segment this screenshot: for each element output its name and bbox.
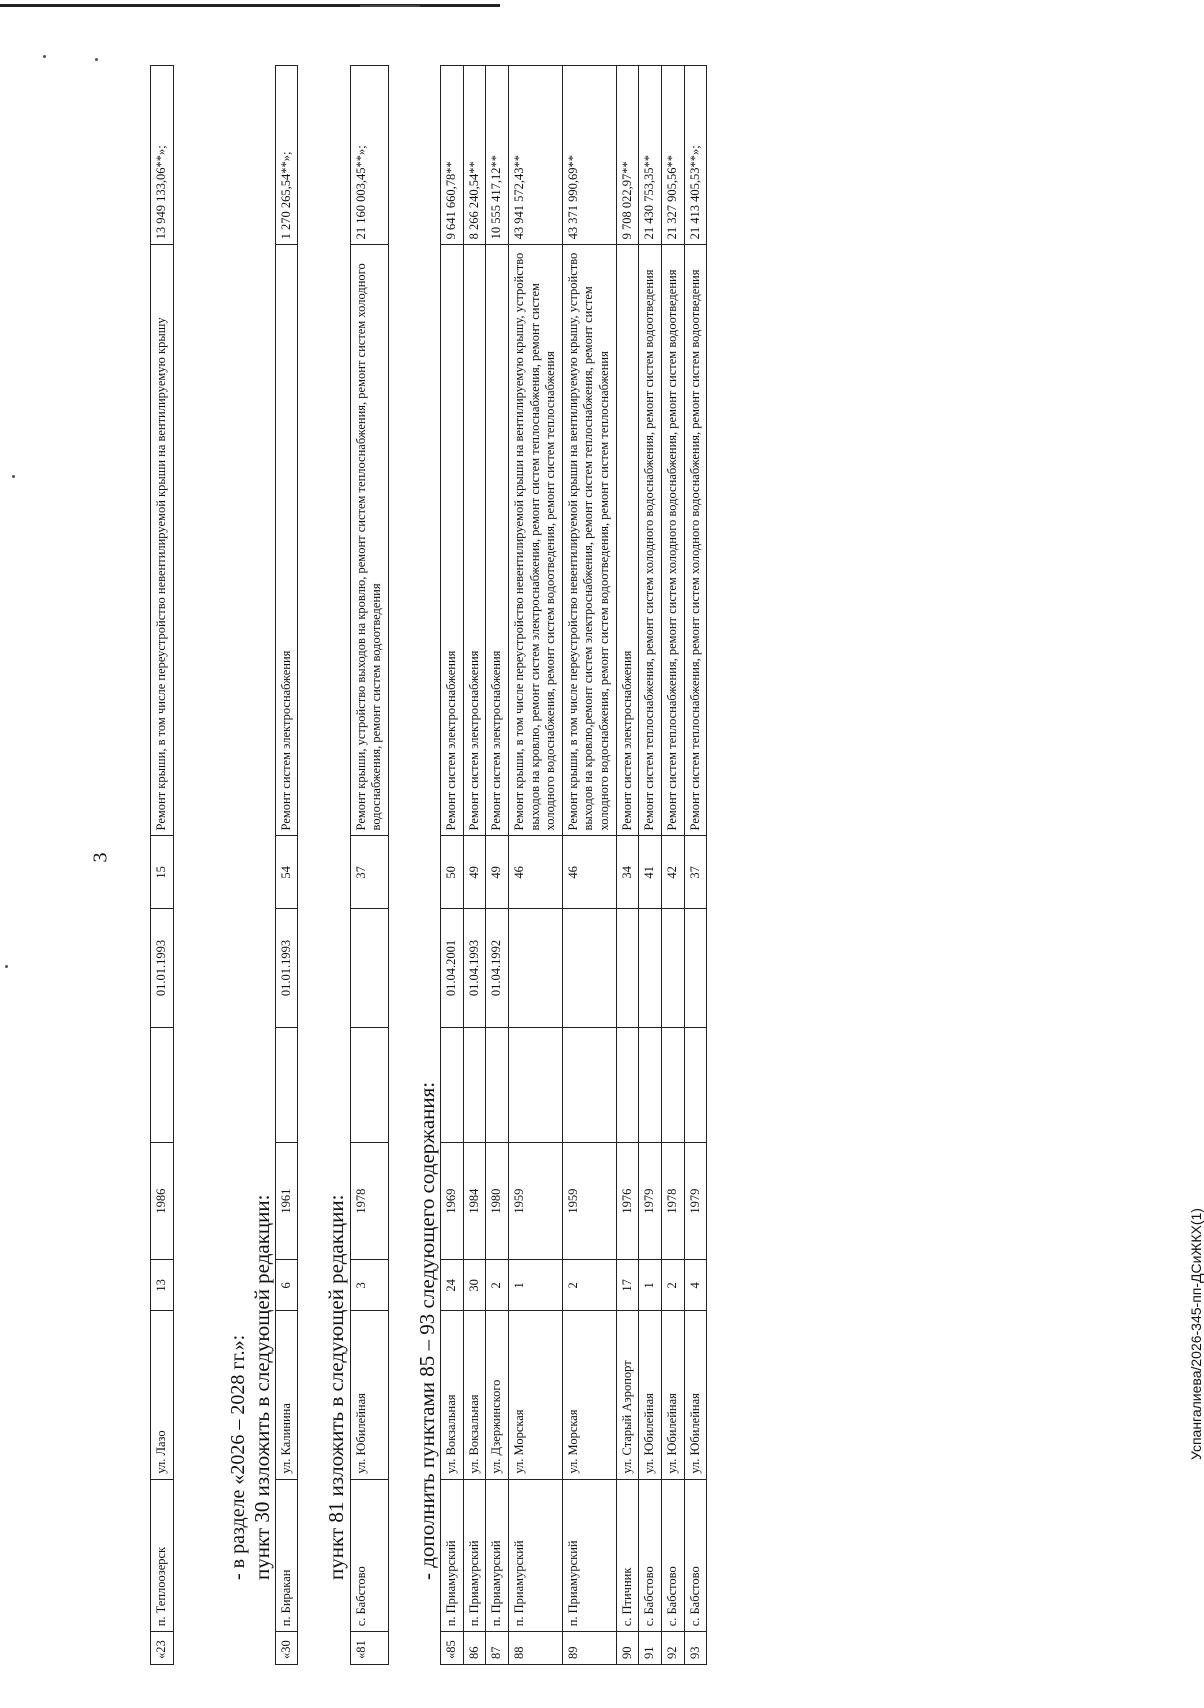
cell-street: ул. Юбилейная	[684, 1311, 707, 1479]
cell-house: 30	[463, 1260, 486, 1311]
cell-wear: 54	[275, 836, 298, 909]
cell-house: 6	[275, 1260, 298, 1311]
cell-works: Ремонт крыши, в том числе переустройство невентилируемой крыши на вентилируемую крышу, устройство выходов на кровлю, ремонт систем электроснабжения, ремонт систем теплоснабжения, ремонт систем холодного водоснабжения, ремонт систем водоотведения, ремонт систем теплоснабжения	[508, 245, 562, 836]
cell-no: 90	[616, 1632, 639, 1665]
cell-year: 1986	[151, 1142, 174, 1260]
cell-works: Ремонт систем электроснабжения	[463, 245, 486, 836]
cell-wear: 37	[684, 836, 707, 909]
cell-street: ул. Морская	[508, 1311, 562, 1479]
cell-no: «81	[350, 1632, 388, 1665]
cell-date	[616, 909, 639, 1028]
cell-priv-date	[486, 1027, 509, 1142]
table-block-30	[275, 65, 299, 1665]
cell-priv-date	[350, 1027, 388, 1142]
cell-no: 86	[463, 1632, 486, 1665]
cell-house: 1	[508, 1260, 562, 1311]
cell-priv-date	[441, 1027, 464, 1142]
cell-year: 1976	[616, 1142, 639, 1260]
cell-wear: 15	[151, 836, 174, 909]
cell-street: ул. Юбилейная	[350, 1311, 388, 1479]
table-row	[350, 66, 388, 1665]
cell-cost: 9 641 660,78**	[441, 66, 464, 245]
cell-cost: 21 430 753,35**	[639, 66, 662, 245]
table-row	[508, 66, 562, 1665]
cell-year: 1980	[486, 1142, 509, 1260]
point-81-heading: пункт 81 изложить в следующей редакции:	[324, 1194, 349, 1580]
cell-no: 92	[661, 1632, 684, 1665]
cell-works: Ремонт систем электроснабжения	[441, 245, 464, 836]
cell-priv-date	[508, 1027, 562, 1142]
cell-settlement: п. Приамурский	[463, 1479, 486, 1632]
cell-cost: 43 371 990,69**	[562, 66, 616, 245]
page-number: 3	[89, 852, 112, 863]
cell-priv-date	[661, 1027, 684, 1142]
cell-no: 89	[562, 1632, 616, 1665]
cell-settlement: с. Бабстово	[661, 1479, 684, 1632]
cell-wear: 42	[661, 836, 684, 909]
cell-settlement: п. Приамурский	[441, 1479, 464, 1632]
cell-date	[684, 909, 707, 1028]
cell-date: 01.04.2001	[441, 909, 464, 1028]
footer-registration: Успангалиева/2026-345-пп-ДСиЖКХ(1)	[1188, 1208, 1204, 1460]
cell-house: 1	[639, 1260, 662, 1311]
cell-settlement: с. Бабстово	[350, 1479, 388, 1632]
cell-wear: 49	[486, 836, 509, 909]
cell-no: 93	[684, 1632, 707, 1665]
cell-house: 2	[486, 1260, 509, 1311]
cell-street: ул. Вокзальная	[463, 1311, 486, 1479]
table-block-85-93	[440, 65, 707, 1665]
cell-priv-date	[275, 1027, 298, 1142]
cell-settlement: п. Приамурский	[486, 1479, 509, 1632]
table-row	[661, 66, 684, 1665]
cell-year: 1978	[661, 1142, 684, 1260]
cell-street: ул. Юбилейная	[661, 1311, 684, 1479]
cell-cost: 21 327 905,56**	[661, 66, 684, 245]
cell-street: ул. Лазо	[151, 1311, 174, 1479]
scan-speck	[5, 965, 8, 968]
cell-works: Ремонт систем электроснабжения	[275, 245, 298, 836]
cell-house: 24	[441, 1260, 464, 1311]
table-row	[151, 66, 174, 1665]
table-row	[616, 66, 639, 1665]
scan-speck	[12, 475, 15, 478]
cell-works: Ремонт систем электроснабжения	[616, 245, 639, 836]
cell-settlement: с. Бабстово	[639, 1479, 662, 1632]
cell-no: «23	[151, 1632, 174, 1665]
cell-house: 2	[562, 1260, 616, 1311]
cell-works: Ремонт крыши, в том числе переустройство невентилируемой крыши на вентилируемую крышу, устройство выходов на кровлю,ремонт систем электроснабжения, ремонт систем теплоснабжения, ремонт систем холодного водоснабжения, ремонт систем водоотведения, ремонт систем теплоснабжения	[562, 245, 616, 836]
cell-priv-date	[639, 1027, 662, 1142]
cell-works: Ремонт систем теплоснабжения, ремонт систем холодного водоснабжения, ремонт систем водоотведения	[661, 245, 684, 836]
cell-house: 13	[151, 1260, 174, 1311]
cell-wear: 50	[441, 836, 464, 909]
cell-works: Ремонт систем теплоснабжения, ремонт систем холодного водоснабжения, ремонт систем водоотведения	[639, 245, 662, 836]
table-row	[684, 66, 707, 1665]
point-30-heading: пункт 30 изложить в следующей редакции:	[249, 1194, 274, 1580]
cell-street: ул. Дзержинского	[486, 1311, 509, 1479]
top-rule-fragment	[360, 5, 420, 7]
cell-street: ул. Юбилейная	[639, 1311, 662, 1479]
cell-year: 1979	[639, 1142, 662, 1260]
cell-cost: 43 941 572,43**	[508, 66, 562, 245]
cell-house: 2	[661, 1260, 684, 1311]
cell-settlement: с. Птичник	[616, 1479, 639, 1632]
cell-year: 1984	[463, 1142, 486, 1260]
cell-cost: 8 266 240,54**	[463, 66, 486, 245]
cell-date: 01.04.1992	[486, 909, 509, 1028]
cell-no: 88	[508, 1632, 562, 1665]
cell-date	[508, 909, 562, 1028]
cell-settlement: п. Приамурский	[562, 1479, 616, 1632]
table-block-81	[350, 65, 389, 1665]
cell-wear: 46	[562, 836, 616, 909]
cell-cost: 1 270 265,54**»;	[275, 66, 298, 245]
cell-house: 4	[684, 1260, 707, 1311]
cell-street: ул. Вокзальная	[441, 1311, 464, 1479]
cell-settlement: с. Бабстово	[684, 1479, 707, 1632]
cell-no: 91	[639, 1632, 662, 1665]
cell-priv-date	[562, 1027, 616, 1142]
table-row	[562, 66, 616, 1665]
cell-cost: 10 555 417,12**	[486, 66, 509, 245]
table-body	[151, 66, 174, 1665]
cell-date	[562, 909, 616, 1028]
cell-date	[639, 909, 662, 1028]
table-block-23	[150, 65, 174, 1665]
cell-year: 1978	[350, 1142, 388, 1260]
cell-priv-date	[151, 1027, 174, 1142]
cell-cost: 13 949 133,06**»;	[151, 66, 174, 245]
cell-wear: 49	[463, 836, 486, 909]
cell-priv-date	[463, 1027, 486, 1142]
cell-works: Ремонт систем теплоснабжения, ремонт систем холодного водоснабжения, ремонт систем водоотведения	[684, 245, 707, 836]
cell-street: ул. Старый Аэропорт	[616, 1311, 639, 1479]
cell-date: 01.01.1993	[151, 909, 174, 1028]
cell-house: 3	[350, 1260, 388, 1311]
cell-date: 01.04.1993	[463, 909, 486, 1028]
cell-year: 1969	[441, 1142, 464, 1260]
cell-settlement: п. Биракан	[275, 1479, 298, 1632]
cell-no: «30	[275, 1632, 298, 1665]
cell-cost: 9 708 022,97**	[616, 66, 639, 245]
cell-wear: 41	[639, 836, 662, 909]
cell-settlement: п. Теплоозерск	[151, 1479, 174, 1632]
table-body	[441, 66, 707, 1665]
table-row	[275, 66, 298, 1665]
cell-works: Ремонт крыши, в том числе переустройство невентилируемой крыши на вентилируемую крышу	[151, 245, 174, 836]
scan-speck	[43, 55, 46, 58]
cell-no: «85	[441, 1632, 464, 1665]
cell-cost: 21 160 003,45**»;	[350, 66, 388, 245]
table-body	[275, 66, 298, 1665]
cell-priv-date	[684, 1027, 707, 1142]
cell-wear: 34	[616, 836, 639, 909]
cell-works: Ремонт систем электроснабжения	[486, 245, 509, 836]
cell-settlement: п. Приамурский	[508, 1479, 562, 1632]
cell-year: 1959	[508, 1142, 562, 1260]
cell-year: 1961	[275, 1142, 298, 1260]
cell-house: 17	[616, 1260, 639, 1311]
table-row	[463, 66, 486, 1665]
cell-street: ул. Морская	[562, 1311, 616, 1479]
cell-year: 1959	[562, 1142, 616, 1260]
cell-cost: 21 413 405,53**»;	[684, 66, 707, 245]
cell-date	[661, 909, 684, 1028]
scan-speck	[95, 58, 98, 61]
add-points-heading: - дополнить пунктами 85 – 93 следующего содержания:	[414, 1081, 439, 1580]
table-row	[441, 66, 464, 1665]
section-heading: - в разделе «2026 – 2028 гг.»:	[226, 1334, 249, 1580]
cell-wear: 46	[508, 836, 562, 909]
cell-date: 01.01.1993	[275, 909, 298, 1028]
table-body	[350, 66, 388, 1665]
rotated-document-body	[150, 65, 707, 1665]
table-row	[639, 66, 662, 1665]
top-rule	[0, 4, 500, 7]
cell-no: 87	[486, 1632, 509, 1665]
cell-priv-date	[616, 1027, 639, 1142]
table-row	[486, 66, 509, 1665]
cell-works: Ремонт крыши, устройство выходов на кровлю, ремонт систем теплоснабжения, ремонт систем холодного водоснабжения, ремонт систем водоотведения	[350, 245, 388, 836]
cell-year: 1979	[684, 1142, 707, 1260]
cell-wear: 37	[350, 836, 388, 909]
cell-street: ул. Калинина	[275, 1311, 298, 1479]
cell-date	[350, 909, 388, 1028]
